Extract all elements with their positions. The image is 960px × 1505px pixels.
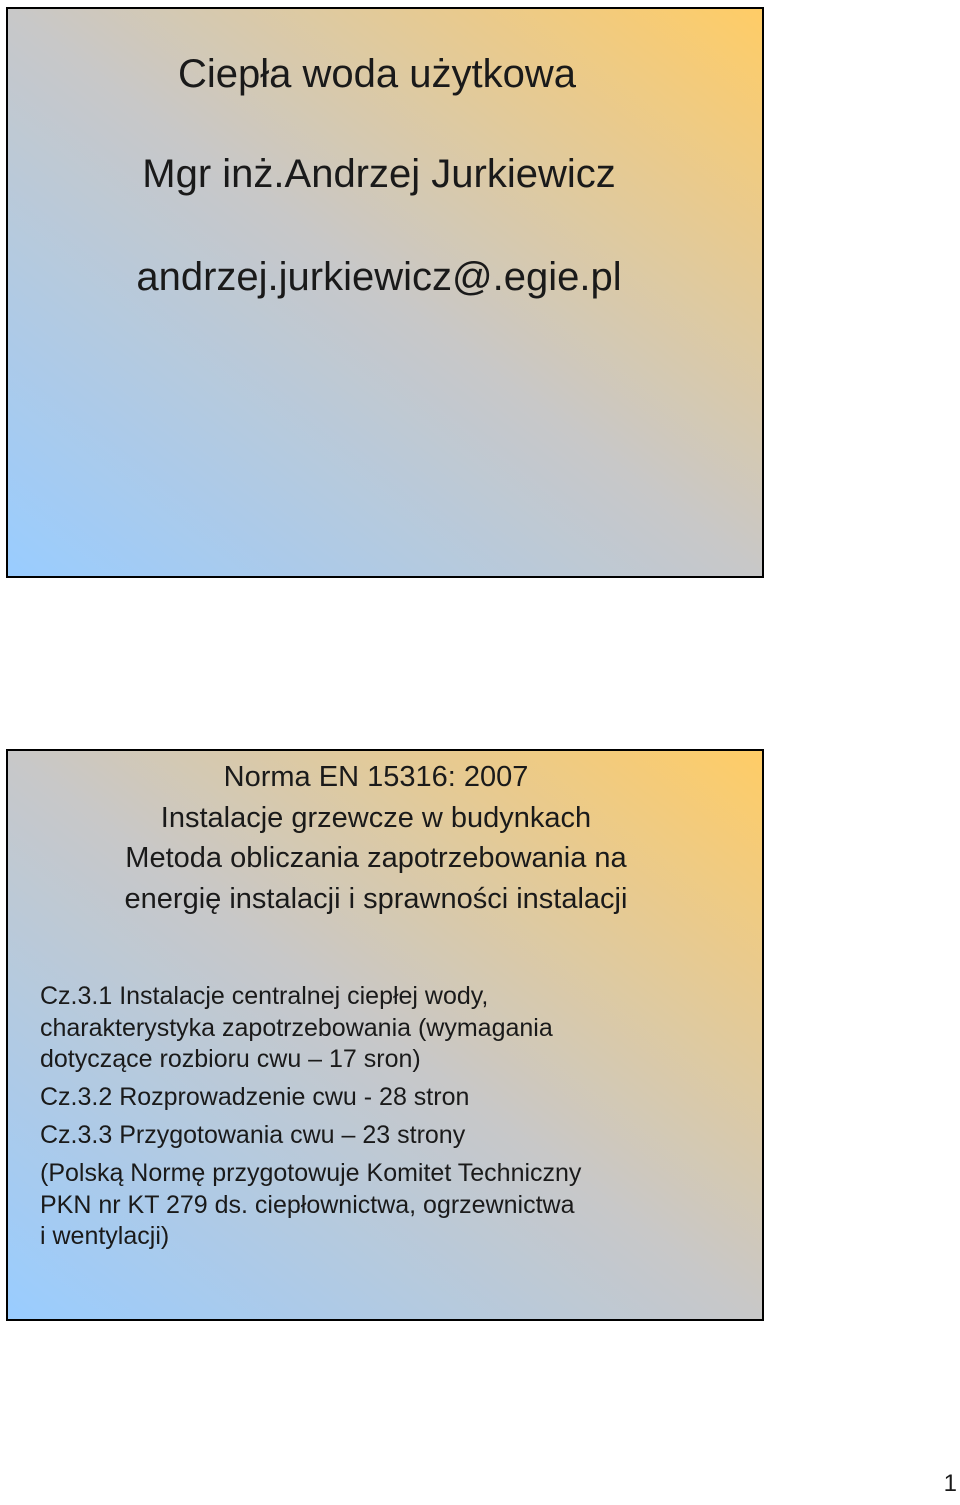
note-line: PKN nr KT 279 ds. ciepłownictwa, ogrzewnictwa [40, 1190, 575, 1219]
standard-title-line: energię instalacji i sprawności instalacji [124, 882, 628, 915]
part-line: Cz.3.2 Rozprowadzenie cwu - 28 stron [40, 1083, 470, 1111]
note-line: i wentylacji) [40, 1222, 170, 1250]
note-line: (Polską Normę przygotowuje Komitet Techniczny [40, 1159, 582, 1187]
part-3-3-item [40, 1120, 740, 1152]
part-line: Cz.3.1 Instalacje centralnej ciepłej wody, [40, 982, 489, 1010]
author-name: Mgr inż.Andrzej Jurkiewicz [142, 152, 616, 196]
part-3-2-item [40, 1082, 740, 1114]
part-line: charakterystyka zapotrzebowania (wymagania [40, 1013, 553, 1042]
standard-parts-list [40, 981, 740, 1253]
standard-title-line: Metoda obliczania zapotrzebowania na [125, 842, 627, 874]
committee-note [40, 1158, 740, 1253]
standard-title-line: Instalacje grzewcze w budynkach [160, 801, 592, 834]
slide-title-page [6, 7, 764, 578]
part-3-1-item [40, 981, 740, 1076]
standard-title-line: Norma EN 15316: 2007 [223, 761, 529, 793]
standard-title [8, 757, 744, 919]
part-line: dotyczące rozbioru cwu – 17 sron) [40, 1045, 421, 1073]
part-line: Cz.3.3 Przygotowania cwu – 23 strony [40, 1121, 466, 1149]
slide-title: Ciepła woda użytkowa [178, 52, 576, 96]
page-number: 1 [943, 1470, 957, 1497]
slide-standard-overview [6, 749, 764, 1321]
author-email: andrzej.jurkiewicz@.egie.pl [136, 255, 622, 299]
